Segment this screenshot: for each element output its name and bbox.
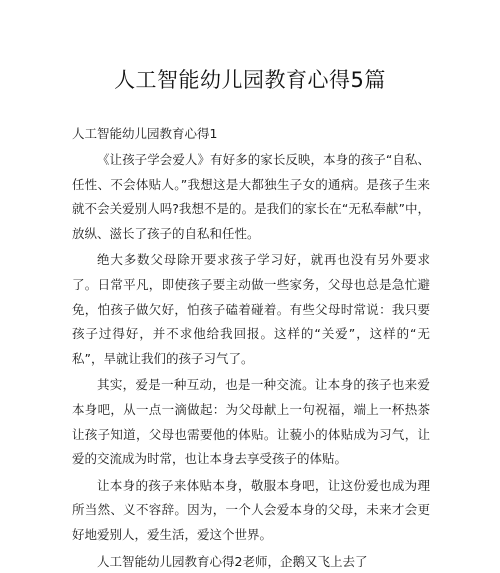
- paragraph-2: 绝大多数父母除开要求孩子学习好，就再也没有另外要求了。日常平凡，即使孩子要主动做一些家务，父母也总是急忙避免，怕孩子做欠好，怕孩子磕着碰着。有些父母时常说：我只要孩子过得好，并不求他给我回报。这样的“关爱”，这样的“无私”，旱就让我们的孩子习气了。: [72, 252, 430, 366]
- document-body: [72, 122, 430, 573]
- section-heading: 人工智能幼儿园教育心得1: [72, 126, 218, 141]
- next-section-heading: 人工智能幼儿园教育心得2老师，企鹅又飞上去了: [97, 553, 368, 569]
- paragraph-3: 其实，爱是一种互动，也是一种交流。让本身的孩子也来爱本身吧，从一点一滴做起：为父母献上一句祝福，端上一杯热茶让孩子知道，父母也需要他的体贴。让藐小的体贴成为习气，让爱的交流成为时常，也让本身去享受孩子的体贴。: [72, 377, 430, 467]
- paragraph-1: 《让孩子学会爱人》有好多的家长反映，本身的孩子“自私、任性、不会体贴人。”我想这是大都独生子女的通病。是孩子生来就不会关爱别人吗?我想不是的。是我们的家长在“无私奉献”中，放纵、滋长了孩子的自私和任性。: [72, 152, 430, 241]
- document-title: 人工智能幼儿园教育心得5篇: [114, 68, 386, 92]
- paragraph-4: 让本身的孩子来体贴本身，敬服本身吧，让这份爱也成为理所当然、义不容辞。因为，一个人会爱本身的父母，未来才会更好地爱别人，爱生活，爱这个世界。: [72, 477, 430, 542]
